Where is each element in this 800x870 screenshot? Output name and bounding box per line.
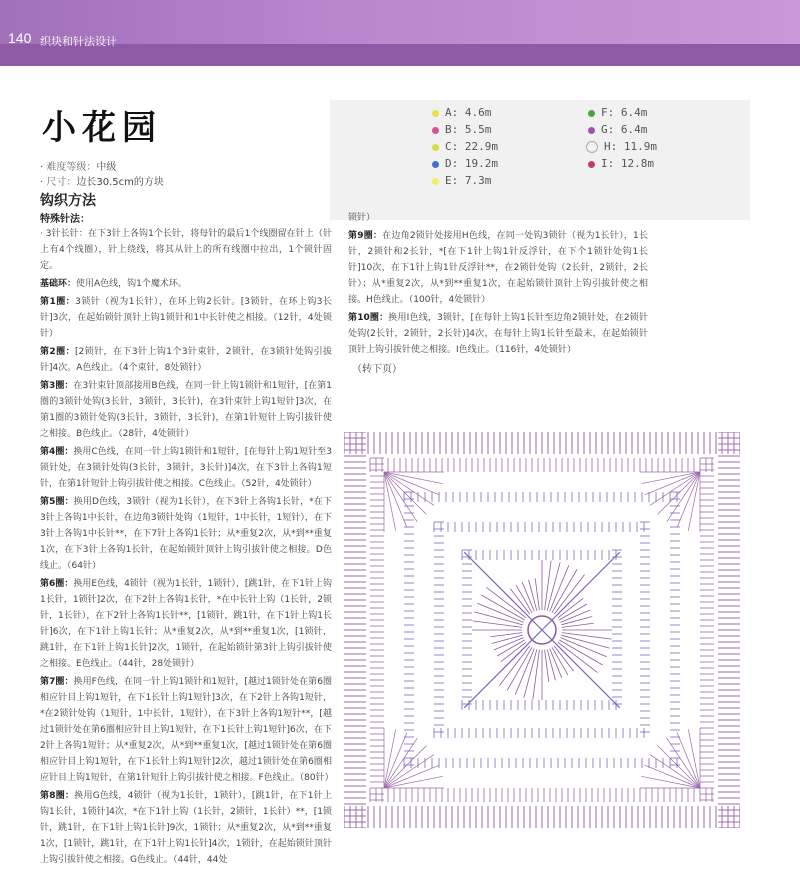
round-item <box>40 788 332 868</box>
stitch-mark <box>562 623 594 627</box>
legend-letter: F: <box>601 106 615 119</box>
legend-letter: H: <box>604 140 618 153</box>
round-text: 3锁针（视为1长针），在环上钩2长针。[3锁针，在环上钩3长针]3次，在起始锁针顶针上钩1锁针和1中长针使之相接。（12针，4处锁针） <box>40 297 332 339</box>
special-title: 特殊针法： <box>40 214 90 225</box>
page-header <box>0 0 800 66</box>
round-label: 第2圈： <box>40 347 75 357</box>
stitch-mark <box>658 472 700 514</box>
round-label: 第4圈： <box>40 447 74 457</box>
stitch-mark <box>658 746 700 788</box>
meta-value: 中级 <box>96 162 117 173</box>
round-text: 在边角2锁针处接用H色线，在同一处钩3锁针（视为1长针），1长针，2锁针和2长针，*[在下1针上钩1针反浮针，在下个1锁针处钩1长针]10次，在下1针上钩1针反浮针**，在2锁针处钩（2长针，2锁针，2长针）；从*重复2次，从*到**重复1次，在起始锁针顶针上钩引拔针使之相接。H色线止。（100针，4处锁针） <box>348 231 648 305</box>
legend-amount: 6.4m <box>620 123 648 136</box>
section-title: 钩织方法 <box>40 193 96 209</box>
color-swatch <box>432 178 439 185</box>
special-stitch-text: · 3针长针：在下3针上各钩1个长针，将每针的最后1个线圈留在针上（针上有4个线圈），针上绕线，将其从针上的所有线圈中拉出，1个锁针固定。 <box>40 229 332 271</box>
stitch-mark <box>464 630 542 708</box>
legend-letter: C: <box>445 140 459 153</box>
legend-amount: 7.3m <box>464 174 492 187</box>
legend-letter: A: <box>445 106 459 119</box>
round-item <box>40 494 332 574</box>
legend-amount: 11.9m <box>623 140 657 153</box>
round-label: 第1圈： <box>40 297 76 307</box>
stitch-mark <box>474 612 522 625</box>
stitch-mark <box>535 578 539 610</box>
legend-item-f <box>588 106 647 119</box>
legend-letter: G: <box>601 123 615 136</box>
round-text: 换用G色线，4锁针（视为1长针，1锁针），[跳1针，在下1针上钩1长针，1锁针]4次，*在下1针上钩（1长针，2锁针，1长针）**，[1锁针，跳1针，在下1针上钩1长针]9次，1锁针；从*重复2次，从*到**重复1次，[1锁针，跳1针，在下1针上钩1长针]4次，1锁针，在起始锁针顶针上钩引拔针使之相接。G色线止。（44针，44处 <box>40 791 332 865</box>
round-text: 使用A色线，钩1个魔术环。 <box>76 279 187 289</box>
instructions-left <box>40 226 332 870</box>
round-item <box>348 210 648 226</box>
pattern-title: 小花园 <box>42 108 162 148</box>
round-label: 基础环： <box>40 279 77 289</box>
round-label: 第6圈： <box>40 579 74 589</box>
legend-amount: 19.2m <box>464 157 498 170</box>
page-number: 140 <box>8 30 32 46</box>
round-label: 第9圈： <box>348 231 383 241</box>
round-text: 换用F色线，在同一针上钩1锁针和1短针，[越过1锁针处在第6圈相应针目上钩1短针，在下1长针上钩1短针]3次，在下2针上各钩1短针，*在2锁针处钩（1短针，1中长针，1短针），在下3针上各钩1短针**，[越过1锁针处在第6圈相应针目上钩1短针，在下1长针上钩1短针]6次，在下2针上各钩1短针；从*重复2次，从*到**重复1次，[越过1锁针处在第6圈相应针目上钩1短针，在下1长针上钩1短针]2次，越过1锁针处在第6圈相应针目上钩1短针，在第1针短针上钩引拔针使之相接。F色线止。（80针） <box>40 677 334 783</box>
crochet-chart-icon <box>344 432 740 828</box>
round-text: 换用D色线，3锁针（视为1长针），在下3针上各钩1长针，*在下3针上各钩1中长针，在边角3锁针处钩（1短针，1中长针，1短针），在下3针上各钩1中长针**，在下7针上各钩1长针；从*重复2次，从*到**重复1次，在下3针上各钩1长针，在起始锁针顶针上钩引拔针使之相接。D色线止。（64针） <box>40 497 333 571</box>
round-text: 换用I色线，3锁针，[在每针上钩1长针至边角2锁针处，在2锁针处钩(2长针，2锁针，2长针)]4次，在每针上钩1长针至最末，在起始锁针顶针上钩引拔针使之相接。I色线止。（116针，4处锁针） <box>348 313 648 355</box>
legend-item-a <box>432 106 491 119</box>
stitch-mark <box>533 650 540 700</box>
legend-item-h <box>586 140 657 153</box>
legend-item-b <box>432 123 491 136</box>
round-item <box>348 228 648 308</box>
legend-letter: D: <box>445 157 459 170</box>
round-text: 换用E色线，4锁针（视为1长针，1锁针），[跳1针，在下1针上钩1长针，1锁针]2次，在下2针上各钩1长针，*在中长针上钩（1长针，2锁针，1长针），在下2针上各钩1长针**，[1锁针，跳1针，在下1针上钩1长针]6次，在下1针上钩1长针；从*重复2次，从*到**重复1次，[1锁针，跳1针，在下1针上钩1长针]2次，1锁针，在起始锁针第3针上钩引拔针使之相接。E色线止。（44针，28处锁针） <box>40 579 332 669</box>
stitch-mark <box>561 635 609 648</box>
round-label: 第7圈： <box>40 677 74 687</box>
legend-letter: E: <box>445 174 459 187</box>
chapter-title: 织块和针法设计 <box>40 35 117 48</box>
stitch-mark <box>492 635 523 643</box>
round-label: 第10圈： <box>348 313 389 323</box>
legend-amount: 4.6m <box>464 106 492 119</box>
round-item <box>348 310 648 358</box>
stitch-mark <box>384 746 426 788</box>
legend-amount: 22.9m <box>464 140 498 153</box>
color-swatch <box>588 110 595 117</box>
stitch-mark <box>529 580 537 611</box>
stitch-mark <box>490 633 522 637</box>
stitch-mark <box>545 561 552 611</box>
stitch-mark <box>524 649 537 697</box>
stitch-mark <box>547 649 555 680</box>
stitch-mark <box>542 552 620 630</box>
stitch-mark <box>384 472 426 514</box>
color-swatch <box>432 144 439 151</box>
color-swatch <box>588 161 595 168</box>
round-label: 第3圈： <box>40 381 74 391</box>
round-item <box>40 294 332 342</box>
legend-amount: 5.5m <box>464 123 492 136</box>
legend-item-i <box>588 157 654 170</box>
legend-letter: B: <box>445 123 459 136</box>
round-text: 换用C色线，在同一针上钩1锁针和1短针，[在每针上钩1短针至3锁针处，在3锁针处钩(3长针，3锁针，3长针)]4次，在下3针上各钩1短针，在第1针短针上钩引拔针使之相接。C色线止。（52针，4处锁针） <box>40 447 333 489</box>
round-item <box>40 276 332 292</box>
meta-size: · 尺寸：边长30.5cm的方块 <box>40 177 164 188</box>
legend-item-e <box>432 174 491 187</box>
stitch-mark <box>561 617 592 625</box>
legend-amount: 12.8m <box>620 157 654 170</box>
continued-note: （转下页） <box>352 364 402 375</box>
round-item <box>40 378 332 442</box>
color-swatch <box>586 141 598 153</box>
header-band <box>0 44 800 66</box>
legend-item-g <box>588 123 647 136</box>
stitch-mark <box>542 630 620 708</box>
meta-label: 难度等级： <box>46 162 97 173</box>
meta-label: 尺寸： <box>46 177 77 188</box>
color-swatch <box>432 110 439 117</box>
title-background <box>330 100 750 220</box>
inner-motif <box>384 472 700 788</box>
legend-amount: 6.4m <box>620 106 648 119</box>
stitch-mark <box>562 633 612 640</box>
round-text: [2锁针，在下3针上钩1个3针束针，2锁针，在3锁针处钩引拔针]4次。A色线止。（4个束针，8处锁针） <box>40 347 332 373</box>
round-item <box>40 444 332 492</box>
color-swatch <box>432 161 439 168</box>
instructions-right <box>348 210 648 360</box>
round-text: 锁针） <box>348 213 376 223</box>
color-swatch <box>432 127 439 134</box>
round-item <box>40 674 332 786</box>
round-label: 第8圈： <box>40 791 75 801</box>
meta-difficulty: · 难度等级：中级 <box>40 162 117 173</box>
round-item <box>40 344 332 376</box>
round-label: 第5圈： <box>40 497 74 507</box>
stitch-mark <box>464 552 542 630</box>
stitch-mark <box>547 562 560 610</box>
legend-letter: I: <box>601 157 615 170</box>
meta-value: 边长30.5cm的方块 <box>76 177 164 188</box>
legend-item-d <box>432 157 498 170</box>
round-item <box>40 576 332 672</box>
round-text: 在3针束针顶部接用B色线，在同一针上钩1锁针和1短针，[在第1圈的3锁针处钩(3长针，3锁针，3长针)，在3针束针上钩1短针]3次，在第1圈的3锁针处钩(3长针，3锁针，3长针)，在第1针短针上钩引拔针使之相接。B色线止。（28针，4处锁针） <box>40 381 333 439</box>
stitch-mark <box>545 650 549 682</box>
legend-item-c <box>432 140 498 153</box>
stitch-mark <box>473 621 523 628</box>
color-swatch <box>588 127 595 134</box>
